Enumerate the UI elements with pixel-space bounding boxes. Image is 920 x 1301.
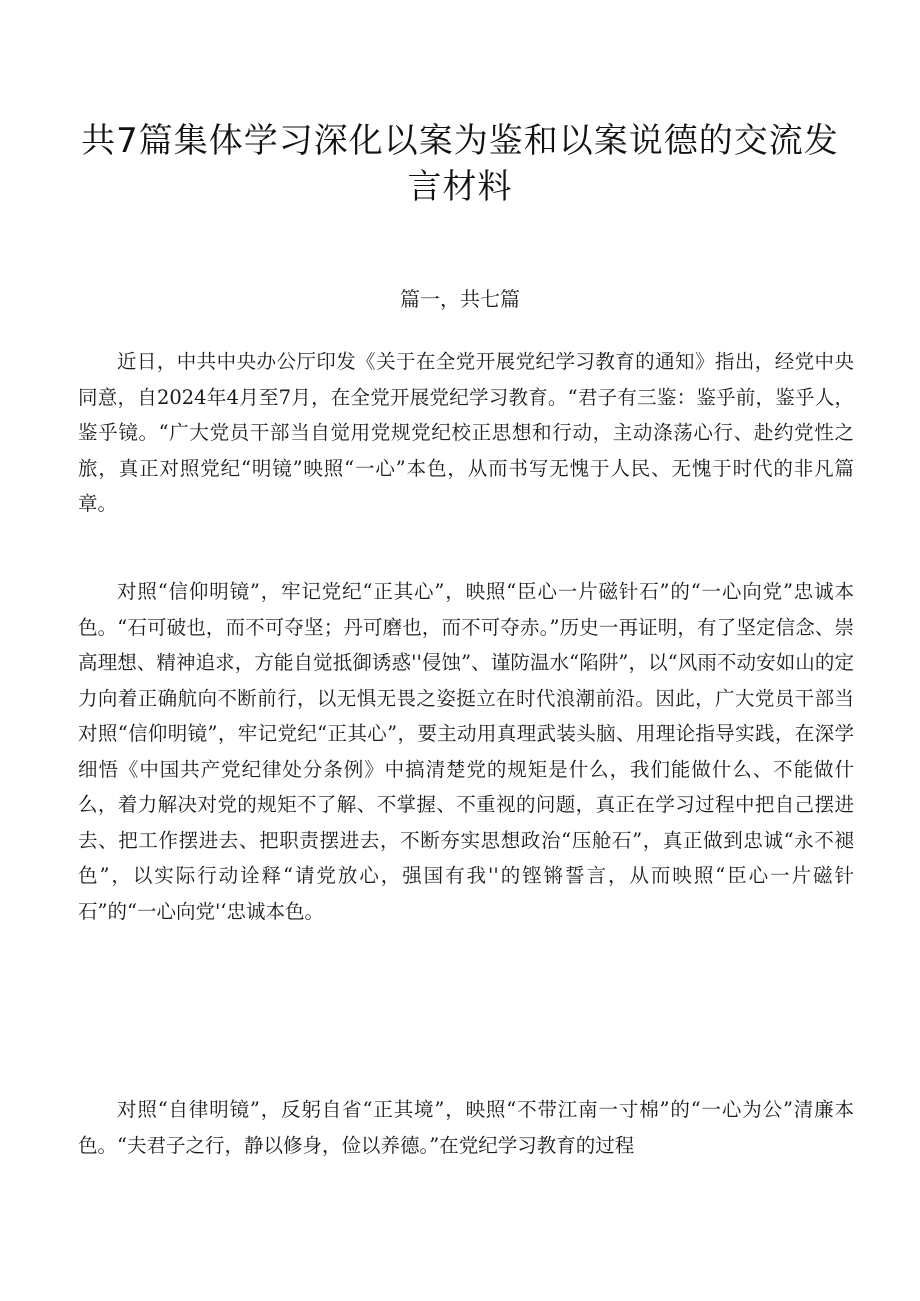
body-paragraph: 对照“自律明镜”，反躬自省“正其境”，映照“不带江南一寸棉”的“一心为公”清廉本色。“夫君子之行，静以修身，俭以养德。”在党纪学习教育的过程 (78, 1098, 854, 1157)
section-heading: 篇一，共七篇 (400, 287, 520, 311)
body-paragraph: 近日，中共中央办公厅印发《关于在全党开展党纪学习教育的通知》指出，经党中央同意，自2024年4月至7月，在全党开展党纪学习教育。“君子有三鉴：鉴乎前，鉴乎人，鉴乎镜。“广大党员干部当自觉用党规党纪校正思想和行动，主动涤荡心行、赴约党性之旅，真正对照党纪“明镜”映照“一心”本色，从而书写无愧于人民、无愧于时代的非凡篇章。 (78, 350, 854, 515)
document-title: 共7篇集体学习深化以案为鉴和以案说德的交流发言材料 (81, 121, 839, 207)
body-paragraph: 对照“信仰明镜”，牢记党纪“正其心”，映照“臣心一片磁针石”的“一心向党”忠诚本色。“石可破也，而不可夺坚；丹可磨也，而不可夺赤。”历史一再证明，有了坚定信念、崇高理想、精神追求，方能自觉抵御诱惑''侵蚀”、谨防温水“陷阱”，以“风雨不动安如山的定力向着正确航向不断前行，以无惧无畏之姿挺立在时代浪潮前沿。因此，广大党员干部当对照“信仰明镜”，牢记党纪“正其心”，要主动用真理武装头脑、用理论指导实践，在深学细悟《中国共产党纪律处分条例》中搞清楚党的规矩是什么，我们能做什么、不能做什么，着力解决对党的规矩不了解、不掌握、不重视的问题，真正在学习过程中把自己摆进去、把工作摆进去、把职责摆进去，不断夯实思想政治“压舱石”，真正做到忠诚“永不褪色”，以实际行动诠释“请党放心，强国有我''的铿锵誓言，从而映照“臣心一片磁针石”的“一心向党'‘忠诚本色。 (78, 580, 854, 923)
